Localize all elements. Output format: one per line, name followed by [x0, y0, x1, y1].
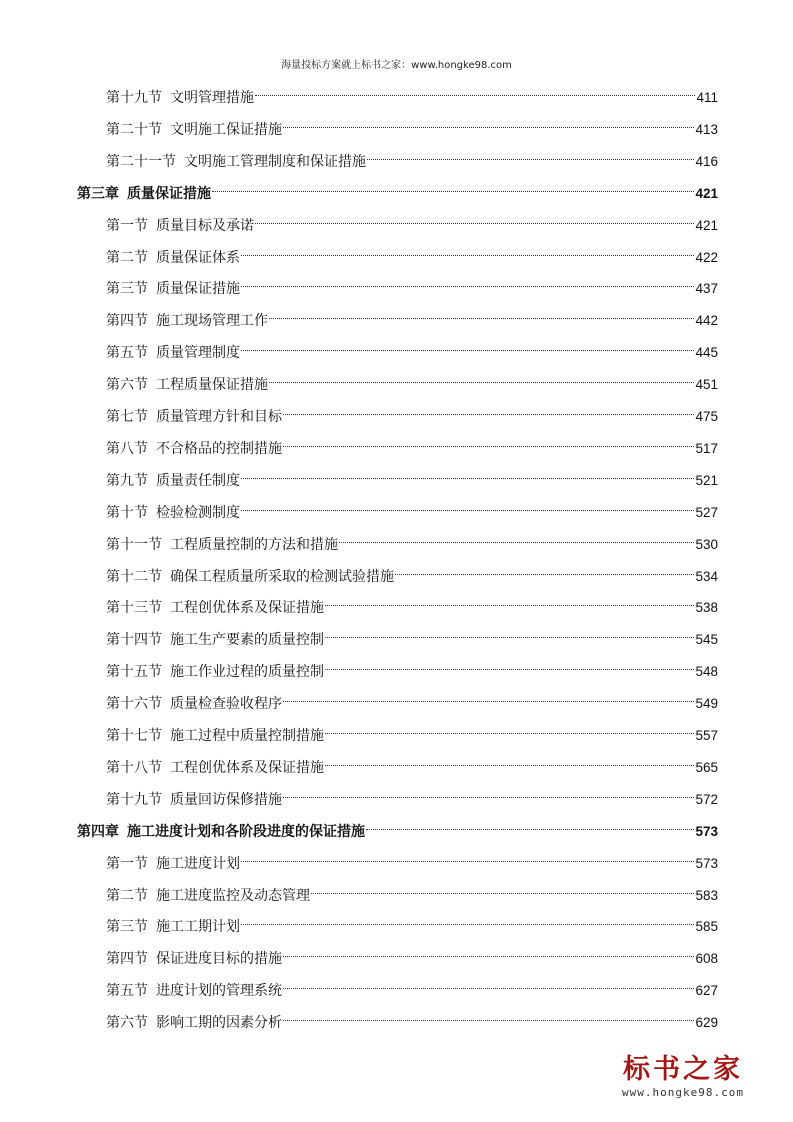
toc-section-row[interactable] — [106, 206, 718, 234]
toc-entry-text: 施工过程中质量控制措施 — [170, 728, 324, 744]
toc-section-row[interactable] — [106, 876, 718, 904]
toc-entry-title — [106, 246, 240, 270]
toc-section-row[interactable] — [106, 684, 718, 713]
toc-leader-dots — [255, 206, 694, 230]
toc-leader-dots — [325, 716, 694, 740]
toc-entry-title — [106, 979, 282, 1003]
toc-page-number: 445 — [695, 345, 718, 361]
toc-entry-number: 第一节 — [106, 855, 148, 872]
toc-leader-dots — [283, 780, 694, 804]
toc-section-row[interactable] — [106, 429, 718, 457]
toc-entry-title — [106, 947, 282, 971]
toc-section-row[interactable] — [106, 333, 718, 362]
toc-chapter-row[interactable] — [77, 174, 718, 202]
toc-leader-dots — [283, 429, 694, 453]
toc-entry-text: 施工作业过程的质量控制 — [170, 664, 324, 681]
toc-entry-number: 第九节 — [106, 472, 148, 489]
toc-section-row[interactable] — [106, 397, 718, 425]
toc-page-number: 416 — [695, 153, 718, 169]
toc-leader-dots — [325, 620, 694, 644]
toc-section-row[interactable] — [106, 748, 718, 776]
toc-entry-text: 不合格品的控制措施 — [156, 440, 282, 457]
toc-entry-number: 第十九节 — [106, 791, 162, 808]
toc-page-number: 627 — [695, 983, 718, 999]
toc-section-row[interactable] — [106, 238, 718, 266]
toc-entry-number: 第十九节 — [106, 90, 162, 106]
toc-entry-text: 质量保证体系 — [156, 249, 240, 266]
toc-entry-text: 检验检测制度 — [156, 504, 240, 521]
toc-entry-number: 第十四节 — [106, 632, 162, 649]
toc-leader-dots — [283, 939, 694, 963]
toc-entry-text: 工程质量控制的方法和措施 — [170, 536, 338, 553]
toc-entry-number: 第十七节 — [106, 728, 162, 744]
toc-leader-dots — [241, 333, 694, 357]
toc-entry-text: 质量保证措施 — [127, 185, 211, 202]
toc-page-number: 442 — [695, 313, 718, 329]
toc-entry-text: 进度计划的管理系统 — [156, 983, 282, 1000]
toc-chapter-row[interactable] — [77, 812, 718, 840]
toc-section-row[interactable] — [106, 780, 718, 808]
toc-entry-title — [106, 788, 282, 812]
toc-entry-title — [106, 309, 268, 333]
toc-leader-dots — [325, 588, 694, 612]
toc-entry-text: 施工进度监控及动态管理 — [156, 887, 310, 904]
toc-leader-dots — [241, 907, 694, 931]
toc-section-row[interactable] — [106, 588, 718, 617]
toc-leader-dots — [283, 971, 694, 995]
toc-entry-number: 第十一节 — [106, 536, 162, 553]
toc-entry-title — [106, 118, 282, 142]
toc-entry-title — [77, 820, 365, 844]
toc-entry-title — [106, 501, 240, 525]
toc-entry-number: 第四章 — [77, 823, 119, 840]
toc-entry-title — [77, 182, 211, 206]
toc-page-number: 549 — [695, 696, 718, 712]
toc-section-row[interactable] — [106, 110, 718, 138]
toc-entry-number: 第十八节 — [106, 759, 162, 776]
toc-page-number: 572 — [695, 791, 718, 807]
toc-page-number: 411 — [696, 90, 718, 105]
toc-entry-title — [106, 373, 268, 397]
toc-section-row[interactable] — [106, 652, 718, 681]
toc-entry-number: 第十六节 — [106, 696, 162, 713]
toc-entry-title — [106, 756, 324, 780]
toc-page-number: 530 — [695, 536, 718, 552]
toc-section-row[interactable] — [106, 525, 718, 553]
page-header: 海量投标方案就上标书之家：www.hongke98.com — [281, 60, 512, 71]
toc-page-number: 538 — [695, 600, 718, 616]
toc-leader-dots — [283, 684, 694, 708]
toc-entry-number: 第四节 — [106, 951, 148, 968]
toc-entry-number: 第四节 — [106, 313, 148, 330]
toc-leader-dots — [241, 238, 694, 262]
toc-section-row[interactable] — [106, 301, 718, 330]
toc-section-row[interactable] — [106, 1003, 718, 1032]
toc-page-number: 475 — [695, 409, 718, 424]
toc-page-number: 437 — [695, 281, 718, 297]
toc-section-row[interactable] — [106, 716, 718, 744]
logo-url: www.hongke98.com — [622, 1086, 744, 1099]
toc-section-row[interactable] — [106, 78, 718, 106]
toc-leader-dots — [325, 652, 694, 676]
toc-leader-dots — [241, 493, 694, 517]
toc-leader-dots — [366, 812, 694, 836]
toc-entry-number: 第十二节 — [106, 568, 162, 585]
toc-entry-text: 质量管理制度 — [156, 345, 240, 362]
toc-page-number: 548 — [695, 664, 718, 680]
toc-leader-dots — [212, 174, 694, 198]
toc-entry-title — [106, 437, 282, 461]
toc-entry-number: 第五节 — [106, 345, 148, 362]
toc-entry-number: 第十五节 — [106, 664, 162, 681]
toc-leader-dots — [255, 78, 695, 102]
toc-entry-title — [106, 341, 240, 365]
toc-leader-dots — [269, 365, 694, 389]
toc-leader-dots — [241, 461, 694, 485]
toc-section-row[interactable] — [106, 939, 718, 968]
toc-entry-text: 工程创优体系及保证措施 — [170, 759, 324, 776]
toc-leader-dots — [241, 844, 694, 868]
toc-page-number: 585 — [695, 919, 718, 935]
toc-entry-text: 质量责任制度 — [156, 472, 240, 489]
toc-leader-dots — [269, 301, 694, 325]
toc-entry-number: 第二节 — [106, 249, 148, 266]
toc-entry-number: 第十节 — [106, 504, 148, 521]
toc-entry-text: 施工进度计划 — [156, 855, 240, 872]
toc-entry-number: 第六节 — [106, 377, 148, 394]
toc-page-number: 517 — [695, 440, 718, 456]
toc-entry-text: 工程创优体系及保证措施 — [170, 600, 324, 617]
toc-leader-dots — [311, 876, 694, 900]
toc-page-number: 573 — [695, 823, 718, 839]
toc-section-row[interactable] — [106, 142, 718, 170]
toc-entry-text: 影响工期的因素分析 — [156, 1015, 282, 1032]
toc-entry-title — [106, 565, 394, 589]
toc-entry-text: 施工现场管理工作 — [156, 313, 268, 330]
toc-entry-text: 文明管理措施 — [170, 90, 254, 106]
toc-entry-title — [106, 692, 282, 716]
toc-entry-number: 第一节 — [106, 217, 148, 234]
toc-page-number: 422 — [695, 249, 718, 265]
toc-entry-number: 第三章 — [77, 185, 119, 202]
toc-page-number: 413 — [695, 121, 718, 137]
toc-entry-number: 第五节 — [106, 983, 148, 1000]
toc-page-number: 451 — [695, 377, 718, 393]
toc-entry-text: 施工生产要素的质量控制 — [170, 632, 324, 649]
toc-entry-number: 第二十节 — [106, 121, 162, 138]
toc-entry-text: 文明施工保证措施 — [170, 121, 282, 138]
toc-leader-dots — [339, 525, 694, 549]
toc-entry-title — [106, 628, 324, 652]
toc-entry-text: 施工工期计划 — [156, 919, 240, 936]
toc-entry-title — [106, 277, 240, 301]
toc-leader-dots — [283, 397, 694, 421]
toc-leader-dots — [367, 142, 694, 166]
toc-page-number: 421 — [695, 217, 718, 233]
toc-entry-title — [106, 86, 254, 110]
toc-entry-text: 质量保证措施 — [156, 281, 240, 298]
toc-entry-number: 第三节 — [106, 919, 148, 936]
toc-entry-text: 质量管理方针和目标 — [156, 409, 282, 425]
toc-page-number: 545 — [695, 632, 718, 648]
toc-entry-title — [106, 214, 254, 238]
toc-entry-number: 第三节 — [106, 281, 148, 298]
toc-page-number: 629 — [695, 1015, 718, 1031]
toc-leader-dots — [325, 748, 694, 772]
toc-page-number: 608 — [695, 951, 718, 967]
toc-page-number: 565 — [695, 759, 718, 775]
toc-entry-title — [106, 724, 324, 748]
toc-section-row[interactable] — [106, 269, 718, 298]
toc-page-number: 521 — [695, 472, 718, 488]
toc-page-number: 583 — [695, 887, 718, 903]
toc-entry-title — [106, 150, 366, 174]
toc-entry-text: 质量检查验收程序 — [170, 696, 282, 713]
toc-entry-text: 质量目标及承诺 — [156, 217, 254, 234]
toc-entry-title — [106, 469, 240, 493]
toc-leader-dots — [283, 1003, 694, 1027]
toc-entry-title — [106, 405, 282, 429]
toc-entry-text: 文明施工管理制度和保证措施 — [184, 153, 366, 170]
toc-section-row[interactable] — [106, 365, 718, 394]
toc-entry-number: 第十三节 — [106, 600, 162, 617]
toc-entry-title — [106, 915, 240, 939]
toc-entry-title — [106, 884, 310, 908]
toc-entry-title — [106, 596, 324, 620]
toc-entry-text: 质量回访保修措施 — [170, 791, 282, 808]
toc-entry-title — [106, 1011, 282, 1035]
brand-logo — [603, 1054, 763, 1100]
toc-entry-text: 工程质量保证措施 — [156, 377, 268, 394]
toc-section-row[interactable] — [106, 971, 718, 1000]
toc-section-row[interactable] — [106, 461, 718, 489]
toc-section-row[interactable] — [106, 620, 718, 649]
toc-entry-number: 第二节 — [106, 887, 148, 904]
toc-page-number: 421 — [695, 185, 718, 201]
toc-entry-text: 施工进度计划和各阶段进度的保证措施 — [127, 823, 365, 840]
toc-page-number: 573 — [695, 855, 718, 871]
toc-leader-dots — [241, 269, 694, 293]
toc-section-row[interactable] — [106, 557, 718, 585]
toc-entry-text: 确保工程质量所采取的检测试验措施 — [170, 568, 394, 585]
toc-entry-text: 保证进度目标的措施 — [156, 951, 282, 968]
logo-wordmark: 标书之家 — [623, 1054, 743, 1085]
toc-page-number: 527 — [695, 504, 718, 520]
toc-leader-dots — [395, 557, 694, 581]
toc-entry-title — [106, 660, 324, 684]
toc-page-number: 557 — [695, 728, 718, 743]
toc-entry-title — [106, 533, 338, 557]
toc-entry-number: 第七节 — [106, 409, 148, 425]
toc-entry-number: 第六节 — [106, 1015, 148, 1032]
toc-section-row[interactable] — [106, 844, 718, 872]
toc-entry-title — [106, 852, 240, 876]
toc-entry-number: 第二十一节 — [106, 153, 176, 170]
toc-entry-number: 第八节 — [106, 440, 148, 457]
toc-section-row[interactable] — [106, 493, 718, 521]
toc-page-number: 534 — [695, 568, 718, 584]
toc-section-row[interactable] — [106, 907, 718, 936]
toc-leader-dots — [283, 110, 694, 134]
